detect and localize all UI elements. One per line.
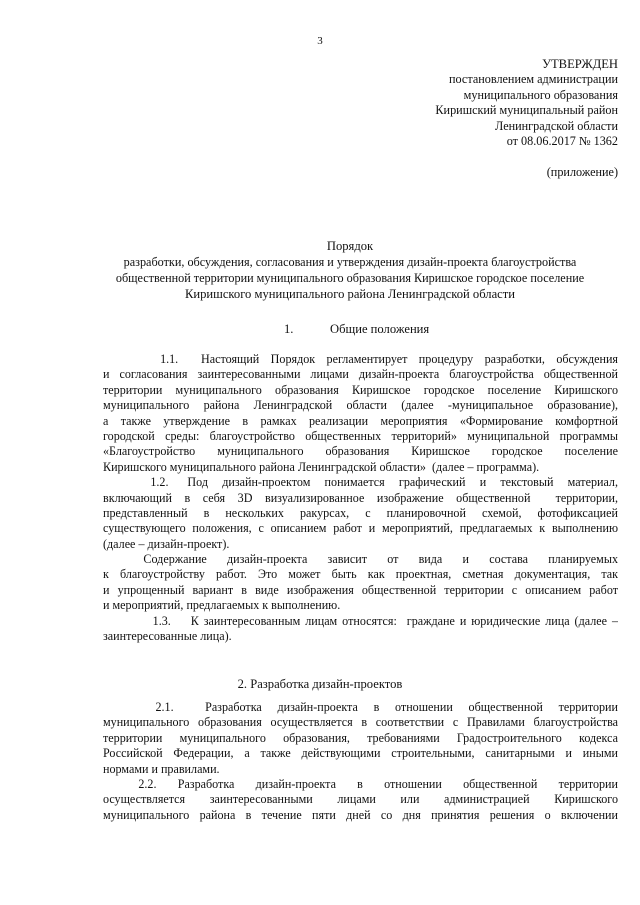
body-text-line: представленный в нескольких ракурсах, с планировочной схемой, фотофиксацией	[103, 505, 618, 520]
approval-line: от 08.06.2017 № 1362	[506, 134, 618, 149]
body-text-line: существующего положения, с описанием работ и мероприятий, предлагаемых к выполнению	[103, 521, 618, 536]
approval-line: Ленинградской области	[495, 118, 618, 133]
body-text-line: «Благоустройство муниципального образования Киришское городское поселение	[103, 444, 618, 459]
body-text-line: городской среды: благоустройство общественных территорий» муниципальной программы	[103, 428, 618, 443]
body-text-line: 1.2. Под дизайн-проектом понимается графический и текстовый материал,	[103, 475, 618, 490]
body-text-line: включающий в себя 3D визуализированное изображение общественной территории,	[103, 490, 618, 505]
section-2-body	[103, 700, 618, 823]
body-text-line: к благоустройству работ. Это может быть как проектная, сметная документация, так	[103, 567, 618, 582]
body-text-line: а также утверждение в рамках реализации мероприятия «Формирование комфортной	[103, 413, 618, 428]
title-line: Порядок	[326, 239, 374, 253]
body-text-line: осуществляется заинтересованными лицами или администрацией Киришского	[103, 792, 618, 807]
body-text-line: территории муниципального образования Киришское городское поселение Киришского	[103, 382, 618, 397]
body-text-line: муниципального образования осуществляется в соответствии с Правилами благоустройства	[103, 715, 618, 730]
section-1-body	[103, 352, 618, 644]
page-number: 3	[317, 35, 323, 47]
approval-line: Киришский муниципальный район	[435, 103, 618, 118]
body-text-line: муниципального района в течение пяти дней со дня принятия решения о включении	[103, 807, 618, 822]
title-line: общественной территории муниципального образования Киришское городское поселение	[115, 271, 585, 285]
body-text-line: 2.2. Разработка дизайн-проекта в отношении общественной территории	[103, 776, 618, 791]
approval-line: постановлением администрации	[449, 72, 618, 87]
section-number: 1.	[284, 322, 294, 336]
body-text-line: муниципального района Ленинградской области (далее -муниципальное образование),	[103, 398, 618, 413]
document-title	[60, 238, 640, 302]
body-text-line: и мероприятий, предлагаемых к выполнению.	[103, 598, 341, 613]
appendix-label: (приложение)	[546, 165, 618, 179]
section-1-heading	[284, 322, 429, 337]
body-text-line: 1.3. К заинтересованным лицам относятся: граждане и юридические лица (далее –	[103, 613, 618, 628]
title-line: Киришского муниципального района Ленинградской области	[184, 287, 516, 301]
title-line: разработки, обсуждения, согласования и утверждения дизайн-проекта благоустройства	[123, 255, 577, 269]
body-text-line: и упрощенный вариант в виде изображения общественной территории с описанием работ	[103, 582, 618, 597]
body-text-line: 2.1. Разработка дизайн-проекта в отношении общественной территории	[103, 700, 618, 714]
section-2-heading: 2. Разработка дизайн-проектов	[237, 677, 403, 691]
section-title: Общие положения	[330, 322, 430, 336]
body-text-line: Содержание дизайн-проекта зависит от вида и состава планируемых	[103, 552, 618, 567]
body-text-line: Киришского муниципального района Ленинградской области» (далее – программа).	[103, 459, 540, 474]
body-text-line: Российской Федерации, а также действующими строительными, санитарными и иными	[103, 746, 618, 761]
body-text-line: (далее – дизайн-проект).	[103, 536, 230, 551]
body-text-line: 1.1. Настоящий Порядок регламентирует процедуру разработки, обсуждения	[103, 352, 618, 366]
body-text-line: и согласования заинтересованными лицами дизайн-проекта благоустройства общественной	[103, 367, 618, 382]
body-text-line: заинтересованные лица).	[103, 629, 232, 644]
approval-heading: УТВЕРЖДЕН	[542, 57, 618, 71]
body-text-line: территории муниципального образования, требованиями Градостроительного кодекса	[103, 730, 618, 745]
approval-stamp	[435, 57, 618, 149]
body-text-line: нормами и правилами.	[103, 761, 220, 776]
approval-line: муниципального образования	[463, 87, 618, 102]
